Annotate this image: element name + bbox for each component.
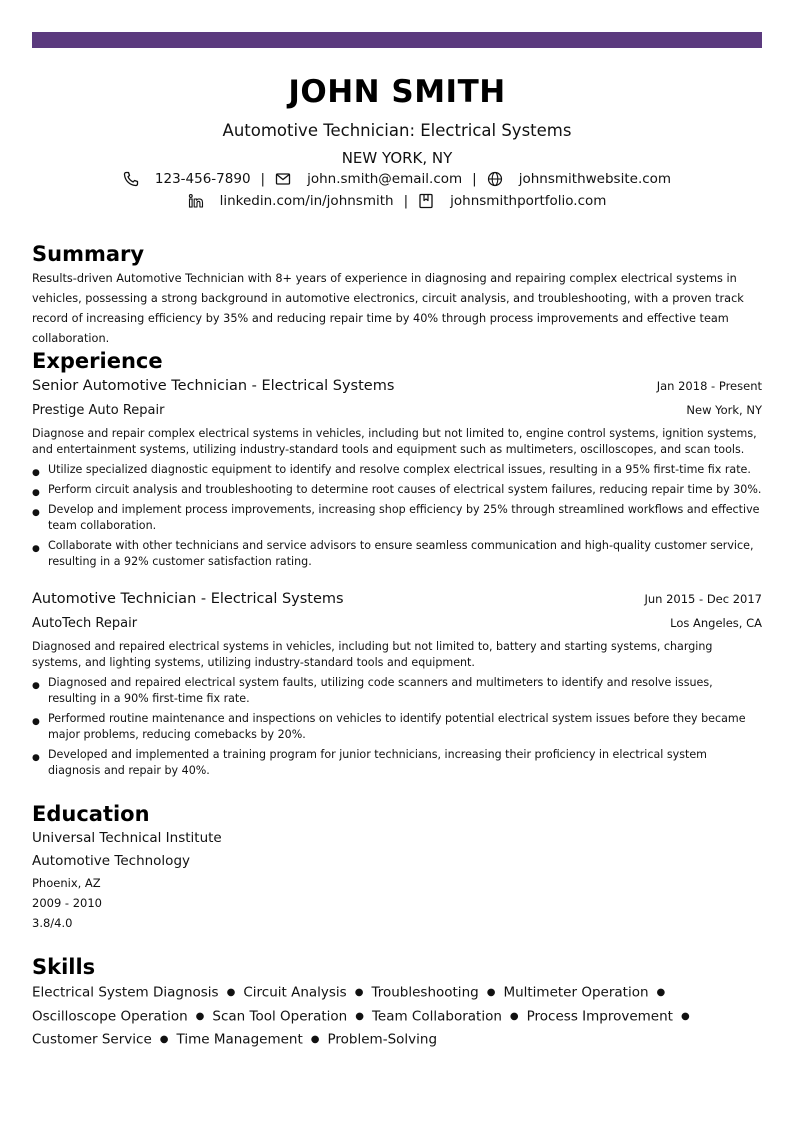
skill-item: Scan Tool Operation [212, 1008, 348, 1024]
list-item: ● Performed routine maintenance and inspections on vehicles to identify potential electrical system issues before they became major problems, reducing comebacks by 20%. [32, 711, 762, 743]
list-item: ● Collaborate with other technicians and service advisors to ensure seamless communication and high-quality customer service, resulting in a 92% customer satisfaction rating. [32, 538, 762, 570]
separator: | [472, 171, 477, 187]
linkedin-icon [188, 193, 204, 209]
skill-item: Team Collaboration [371, 1008, 502, 1024]
list-item: ● Developed and implemented a training program for junior technicians, increasing their proficiency in electrical system diagnosis and repair by 40%. [32, 747, 762, 779]
skill-separator: ● [509, 1010, 519, 1022]
skill-separator: ● [310, 1034, 320, 1045]
job-company: Prestige Auto Repair [32, 403, 165, 418]
list-item: ● Develop and implement process improvements, increasing shop efficiency by 25% through streamlined workflows and effective team collaboration. [32, 502, 762, 534]
experience-heading: Experience [32, 349, 163, 373]
skill-separator: ● [486, 987, 496, 998]
resume-header [0, 70, 794, 212]
skills-line [32, 1005, 762, 1029]
job-dates: Jan 2018 - Present [656, 379, 762, 393]
education-location: Phoenix, AZ [32, 876, 101, 890]
skill-separator: ● [195, 1010, 205, 1022]
skill-separator: ● [355, 1010, 364, 1022]
list-item: ● Diagnosed and repaired electrical system faults, utilizing code scanners and multimeters to identify and resolve issues, resulting in a 90% first-time fix rate. [32, 675, 762, 707]
skill-item: Troubleshooting [371, 984, 479, 1001]
skill-item: Circuit Analysis [243, 984, 347, 1001]
education-gpa: 3.8/4.0 [32, 916, 73, 930]
skills-list [32, 981, 762, 1052]
skills-line [32, 981, 762, 1005]
skill-item: Oscilloscope Operation [32, 1008, 188, 1024]
separator: | [403, 193, 409, 209]
accent-bar [32, 32, 762, 48]
skill-separator: ● [159, 1034, 169, 1045]
job-bullets [32, 675, 762, 783]
skill-separator: ● [354, 987, 364, 998]
globe-icon [487, 171, 503, 187]
skill-item: Electrical System Diagnosis [32, 984, 219, 1001]
candidate-location: NEW YORK, NY [341, 149, 453, 167]
job-location: New York, NY [686, 403, 762, 417]
contact-line-1 [0, 168, 794, 190]
education-years: 2009 - 2010 [32, 896, 102, 910]
job-header [32, 378, 762, 394]
phone-number[interactable]: 123-456-7890 [154, 171, 251, 187]
job-description: Diagnose and repair complex electrical systems in vehicles, including but not limited to, engine control systems, ignition systems, and entertainment systems, utilizing industry-standard tools and equipment such as multimeters, oscilloscopes, and scan tools. [32, 427, 757, 456]
skill-separator: ● [680, 1010, 690, 1022]
summary-heading: Summary [32, 242, 145, 266]
skill-item: Problem-Solving [327, 1031, 438, 1048]
summary-text: Results-driven Automotive Technician with 8+ years of experience in diagnosing and repairing complex electrical systems in vehicles, possessing a strong background in automotive electronics, circuit analysis, and troubleshooting, with a proven track record of increasing efficiency by 35% and reducing repair time by 40% through process improvements and effective team collaboration. [32, 272, 744, 345]
skill-item: Multimeter Operation [503, 984, 649, 1001]
contact-line-2 [0, 190, 794, 212]
job-company-row [32, 403, 762, 418]
education-school: Universal Technical Institute [32, 830, 222, 846]
job-company-row [32, 616, 762, 631]
phone-icon [123, 171, 139, 187]
email-icon [275, 171, 291, 187]
website-link[interactable]: johnsmithwebsite.com [518, 171, 672, 187]
skills-line [32, 1028, 762, 1052]
email-link[interactable]: john.smith@email.com [307, 171, 463, 187]
separator: | [260, 171, 266, 187]
job-company: AutoTech Repair [32, 616, 138, 631]
portfolio-link[interactable]: johnsmithportfolio.com [450, 193, 607, 209]
list-item: ● Perform circuit analysis and troubleshooting to determine root causes of electrical system failures, reducing repair time by 30%. [32, 482, 762, 498]
job-bullets [32, 462, 762, 574]
linkedin-link[interactable]: linkedin.com/in/johnsmith [219, 193, 394, 209]
job-description: Diagnosed and repaired electrical systems in vehicles, including but not limited to, battery and starting systems, charging systems, and lighting systems, utilizing industry-standard tools and equipment. [32, 640, 713, 669]
education-heading: Education [32, 802, 150, 826]
job-dates: Jun 2015 - Dec 2017 [644, 592, 762, 606]
education-program: Automotive Technology [32, 853, 191, 869]
skills-heading: Skills [32, 955, 96, 979]
skill-separator: ● [226, 987, 236, 998]
candidate-name: JOHN SMITH [288, 74, 506, 110]
job-header [32, 591, 762, 607]
skill-separator: ● [656, 987, 666, 998]
job-title: Senior Automotive Technician - Electrical Systems [32, 378, 395, 394]
list-item: ● Utilize specialized diagnostic equipment to identify and resolve complex electrical issues, resulting in a 95% first-time fix rate. [32, 462, 762, 478]
portfolio-icon [418, 193, 434, 209]
skill-item: Customer Service [32, 1031, 152, 1048]
skill-item: Time Management [176, 1031, 303, 1048]
skill-item: Process Improvement [526, 1008, 673, 1024]
job-title: Automotive Technician - Electrical Systems [32, 591, 344, 607]
candidate-title: Automotive Technician: Electrical Systems [222, 121, 572, 140]
job-location: Los Angeles, CA [670, 616, 762, 630]
